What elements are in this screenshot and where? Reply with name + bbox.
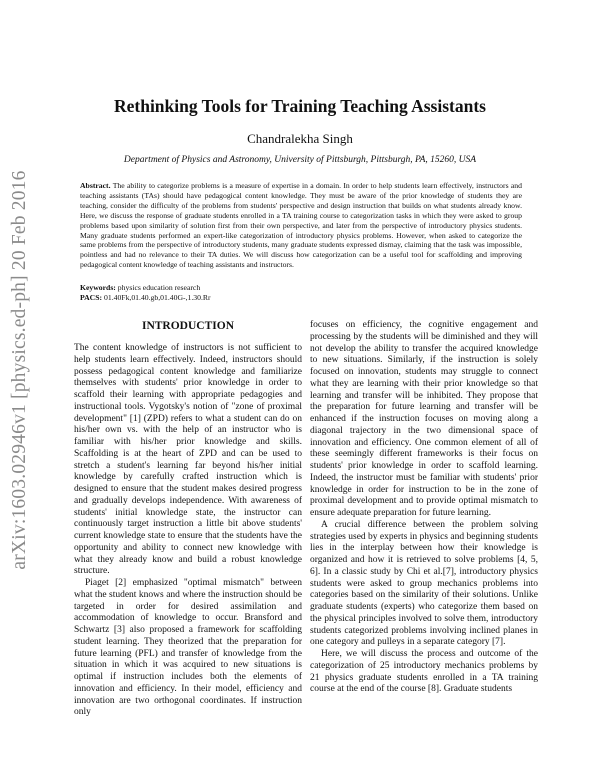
paper-title: Rethinking Tools for Training Teaching Assistants bbox=[113, 96, 486, 116]
abstract-text: The ability to categorize problems is a measure of expertise in a domain. In order to help students learn effectively, instructors and teaching assistants (TAs) should have pedagogical content knowledge. They must be aware of the prior knowledge of students they are teaching, consider the difficulty of the problems from students' perspective and design instruction that builds on what students already know. Here, we discuss the response of graduate students enrolled in a TA training course to categorization tasks in which they were asked to group problems based upon similarity of solution first from their own perspective, and later from the perspective of introductory physics students. Many graduate students performed an expert-like categorization of introductory physics problems. However, when asked to categorize the same problems from the perspective of introductory students, many graduate students expressed dismay, claiming that the task was impossible, pointless and had no relevance to their TA duties. We will discuss how categorization can be a useful tool for scaffolding and improving pedagogical content knowledge of teaching assistants and instructors. bbox=[80, 181, 522, 270]
abstract bbox=[80, 181, 522, 270]
right-column bbox=[310, 320, 538, 696]
paragraph: The content knowledge of instructors is not sufficient to help students learn effectively. Indeed, instructors should possess pedagogical content knowledge and familiarize themselves with students' prior knowledge in order to scaffold their learning with appropriate pedagogies and instructional tools. Vygotsky's notion of "zone of proximal development" [1] (ZPD) refers to what a student can do on his/her own vs. with the help of an instructor who is familiar with his/her prior knowledge and skills. Scaffolding is at the heart of ZPD and can be used to stretch a student's learning far beyond his/her initial knowledge by carefully crafted instruction which is designed to ensure that the student makes desired progress and gradually develops independence. With awareness of students' initial knowledge state, the instructor can continuously target instruction a little bit above students' current knowledge state to ensure that the students have the opportunity and ability to connect new knowledge with what they already know and build a robust knowledge structure. bbox=[74, 343, 302, 577]
pacs-text: 01.40Fk,01.40.gb,01.40G-,1.30.Rr bbox=[104, 292, 211, 302]
arxiv-stamp bbox=[0, 120, 40, 620]
keywords-block bbox=[80, 283, 522, 302]
left-column bbox=[74, 320, 302, 719]
section-heading: INTRODUCTION bbox=[141, 320, 234, 332]
paragraph: focuses on efficiency, the cognitive engagement and processing by the students will be diminished and they will not develop the ability to transfer the acquired knowledge to new situations. Similarly, if the instruction is solely focused on innovation, students may struggle to connect what they are learning with their prior knowledge so that learning and transfer will be inhibited. They propose that the preparation for future learning and transfer will be enhanced if the instruction focuses on moving along a diagonal trajectory in the two dimensional space of innovation and efficiency. One common element of all of these seemingly different frameworks is their focus on students' prior knowledge in order to scaffold learning. Indeed, the instructor must be familiar with students' prior knowledge in order for instruction to be in the zone of proximal development and to provide optimal mismatch to ensure adequate preparation for future learning. bbox=[310, 320, 538, 518]
paragraph: Piaget [2] emphasized "optimal mismatch" between what the student knows and where the instruction should be targeted in order for desired assimilation and accommodation of knowledge to occur. Bransford and Schwartz [3] also proposed a framework for scaffolding student learning. They theorized that the preparation for future learning (PFL) and transfer of knowledge from the situation in which it was acquired to new situations is optimal if instruction includes both the elements of innovation and efficiency. In their model, efficiency and innovation are two orthogonal coordinates. If instruction only bbox=[74, 578, 302, 718]
paragraph: Here, we will discuss the process and outcome of the categorization of 25 introductory mechanics problems by 21 physics graduate students enrolled in a TA training course at the end of the course [8]. Graduate students bbox=[310, 649, 538, 695]
author-name: Chandralekha Singh bbox=[247, 131, 353, 146]
keywords-text: physics education research bbox=[117, 283, 201, 292]
author-affiliation: Department of Physics and Astronomy, University of Pittsburgh, Pittsburgh, PA, 15260, USA bbox=[123, 155, 477, 165]
pacs-label: PACS: bbox=[80, 292, 103, 302]
paragraph: A crucial difference between the problem solving strategies used by experts in physics and beginning students lies in the interplay between how their knowledge is organized and how it is retrieved to solve problems [4, 5, 6]. In a classic study by Chi et al.[7], introductory physics students were asked to group mechanics problems into categories based on the similarity of their solutions. Unlike graduate students (experts) who categorize them based on the physical principles involved to solve them, introductory students categorized problems involving inclined planes in one category and pulleys in a separate category [7]. bbox=[310, 519, 538, 648]
abstract-label: Abstract. bbox=[80, 181, 111, 190]
arxiv-identifier: arXiv:1603.02946v1 [physics.ed-ph] 20 Feb 2016 bbox=[9, 170, 30, 570]
keywords-label: Keywords: bbox=[80, 283, 116, 292]
